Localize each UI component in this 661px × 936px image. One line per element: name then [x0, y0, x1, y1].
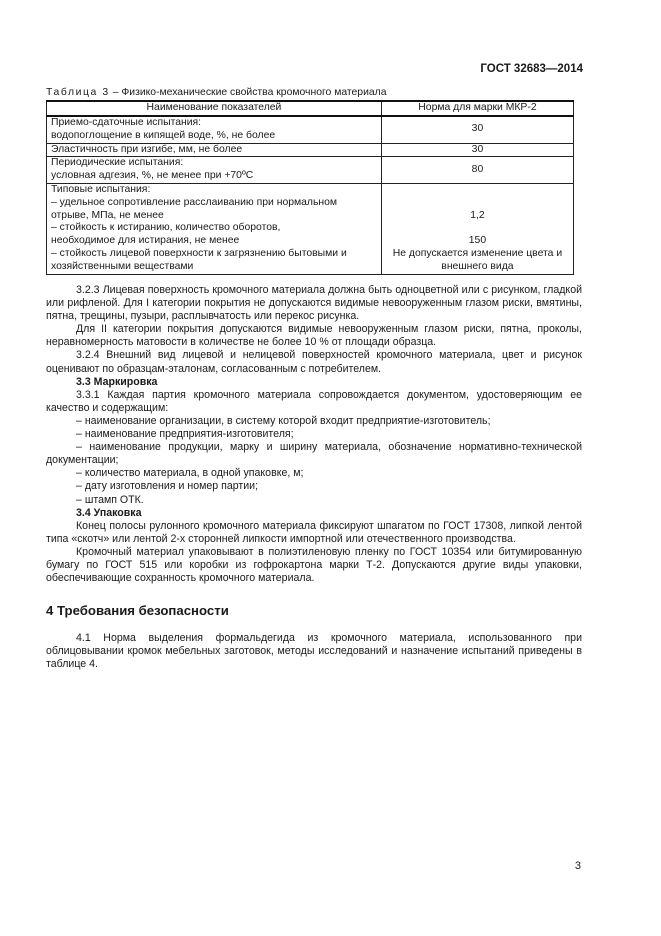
table-row: [47, 143, 574, 157]
column-header-name: Наименование показателей: [47, 101, 382, 116]
list-item: – наименование предприятия-изготовителя;: [76, 428, 294, 441]
table-row: [47, 116, 574, 143]
row-name-cell: [47, 183, 382, 274]
row-name-line: – стойкость к истиранию, количество оборотов,: [51, 222, 281, 234]
paragraph-3-4-b: Кромочный материал упаковывают в полиэтиленовую пленку по ГОСТ 10354 или битумированную бумагу по ГОСТ 515 или коробки из гофрокартона марки Т-2. Допускаются другие виды упаковки, обеспечивающие сохранность кромочного материала.: [46, 545, 582, 585]
row-value-cell: 80: [381, 157, 573, 184]
section-body: [46, 632, 582, 671]
row-name-line: Эластичность при изгибе, мм, не более: [51, 143, 243, 155]
subheading-packaging: 3.4 Упаковка: [76, 506, 142, 519]
row-name-line: необходимое для истирания, не менее: [51, 235, 240, 247]
page-number: 3: [574, 860, 581, 872]
row-name-line: отрыве, МПа, не менее: [51, 209, 164, 221]
row-name-cell: [47, 143, 382, 157]
paragraph-3-2-3: 3.2.3 Лицевая поверхность кромочного материала должна быть одноцветной или с рисунком, гладкой или рифленой. Для I категории покрытия не допускаются видимые невооруженным глазом риски, вмятины, пятна, трещины, пузыри, расплывчатость или перекос рисунка.: [46, 284, 582, 323]
row-name-line: – стойкость лицевой поверхности к загрязнению бытовыми и: [51, 247, 347, 259]
list-item: – количество материала, в одной упаковке, м;: [76, 467, 304, 480]
row-name-line: Периодические испытания:: [51, 157, 184, 169]
row-name-line: Приемо-сдаточные испытания:: [51, 117, 202, 128]
paragraph-3-3-1: 3.3.1 Каждая партия кромочного материала сопровождается документом, удостоверяющим ее качество и содержащим:: [46, 388, 582, 414]
row-value-line: 150: [468, 235, 487, 247]
subheading-marking: 3.3 Маркировка: [76, 375, 158, 388]
row-name-line: водопоглощение в кипящей воде, %, не более: [51, 129, 276, 141]
table-caption: [46, 87, 387, 98]
column-header-norm: Норма для марки МКР-2: [381, 101, 573, 116]
list-item: – дату изготовления и номер партии;: [76, 480, 259, 493]
section-title: 4 Требования безопасности: [46, 603, 229, 618]
paragraph-category-2: Для II категории покрытия допускаются видимые невооруженным глазом риски, пятна, проколы, неравномерность матовости в количестве не более 10 % от площади образца.: [46, 323, 582, 349]
list-item: – наименование продукции, марку и ширину материала, обозначение нормативно-технической документации;: [46, 441, 582, 467]
list-item: – наименование организации, в систему которой входит предприятие-изготовитель;: [76, 414, 491, 427]
row-name-line: условная адгезия, %, не менее при +70ºС: [51, 170, 254, 182]
row-name-cell: [47, 116, 382, 143]
body-text: [46, 284, 582, 585]
table-row: [47, 157, 574, 184]
paragraph-3-2-4: 3.2.4 Внешний вид лицевой и нелицевой поверхностей кромочного материала, цвет и рисунок оценивают по образцам-эталонам, согласованным с потребителем.: [46, 349, 582, 375]
paragraph-4-1: 4.1 Норма выделения формальдегида из кромочного материала, использованного при облицовывании кромок мебельных заготовок, методы исследований и назначение испытаний приведены в таблице 4.: [46, 632, 582, 671]
row-value-cell: 30: [381, 143, 573, 157]
row-value-line: внешнего вида: [441, 260, 514, 272]
table-row: [47, 183, 574, 274]
row-value-cell: [381, 183, 573, 274]
table-header-row: [47, 101, 574, 116]
row-value-cell: 30: [381, 116, 573, 143]
row-name-line: Типовые испытания:: [51, 183, 151, 195]
properties-table: [46, 100, 574, 275]
row-value-line: Не допускается изменение цвета и: [392, 247, 563, 259]
row-value-line: 1,2: [470, 209, 485, 221]
paragraph-3-4-a: Конец полосы рулонного кромочного материала фиксируют шпагатом по ГОСТ 17308, липкой лентой типа «скотч» или лентой 2-х сторонней липкости импортной или отечественного производства.: [46, 519, 582, 545]
table-caption-text: – Физико-механические свойства кромочного материала: [109, 87, 387, 98]
row-name-line: хозяйственными веществами: [51, 260, 194, 272]
row-name-cell: [47, 157, 382, 184]
table-caption-label: Таблица 3: [46, 87, 110, 98]
row-name-line: – удельное сопротивление расслаиванию при нормальном: [51, 196, 338, 208]
list-item: – штамп ОТК.: [76, 493, 144, 506]
document-code: ГОСТ 32683—2014: [480, 63, 583, 75]
